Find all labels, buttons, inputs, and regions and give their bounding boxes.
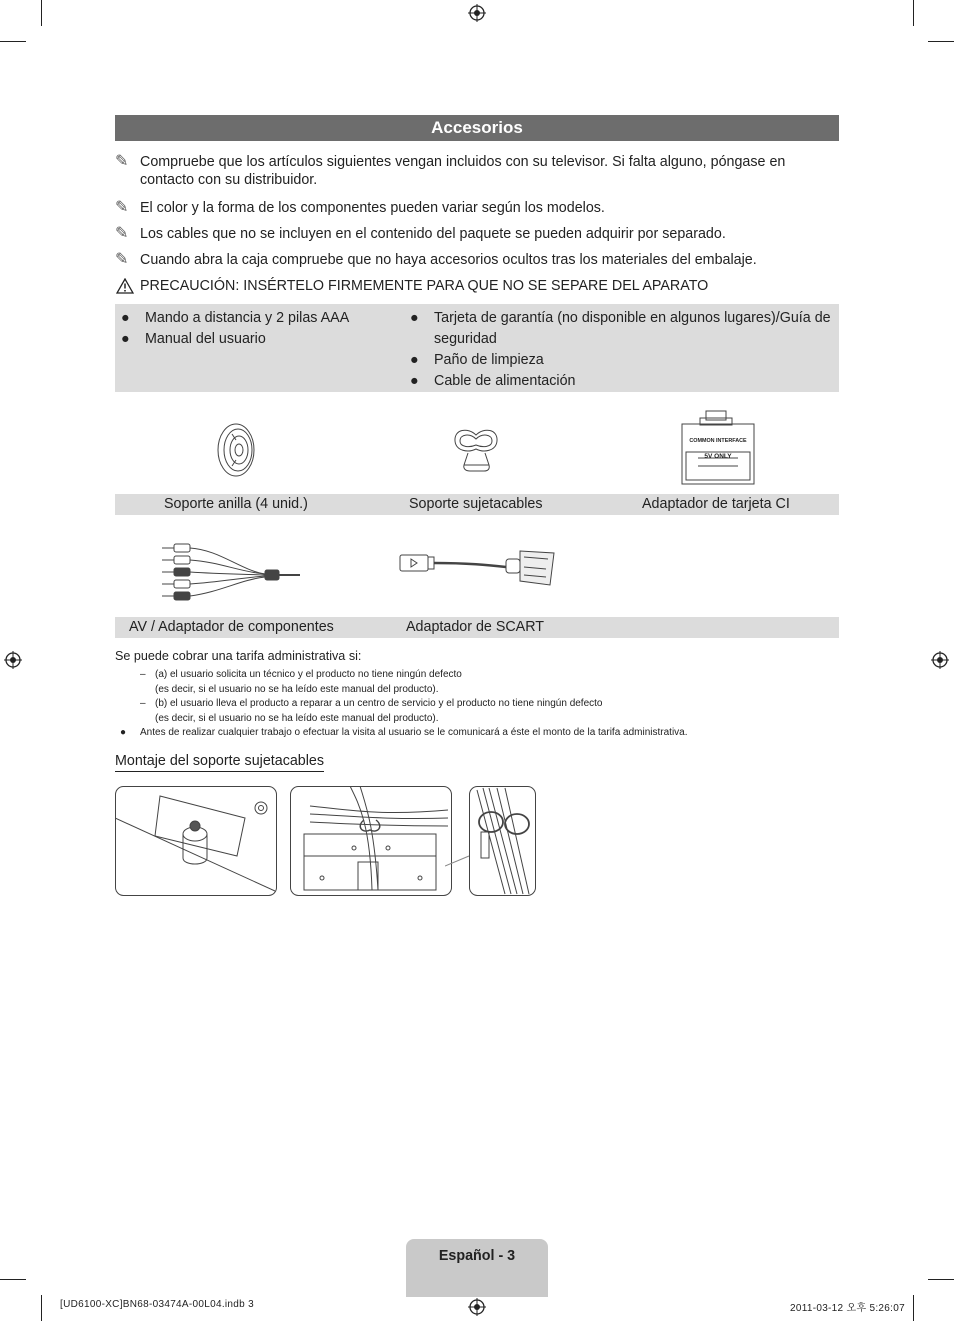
fee-bullet-dot: ●: [120, 727, 127, 738]
ci-card-voltage: 5V ONLY: [704, 453, 732, 460]
list-item: ● Tarjeta de garantía (no disponible en algunos lugares)/Guía de seguridad: [410, 310, 831, 347]
crop-mark: [928, 41, 954, 42]
assembly-step-1-illustration: [115, 786, 277, 896]
ci-card-adapter-illustration: [678, 410, 758, 486]
note-item: [115, 199, 839, 217]
label-av-component-adapter: AV / Adaptador de componentes: [129, 619, 334, 635]
av-component-adapter-illustration: [160, 540, 310, 612]
fee-intro: Se puede cobrar una tarifa administrativa si:: [115, 649, 362, 663]
ci-card-label: COMMON INTERFACE: [689, 438, 747, 444]
crop-mark: [913, 1295, 914, 1321]
fee-item: (a) el usuario solicita un técnico y el producto no tiene ningún defecto (es decir, si el usuario no se ha leído este manual del producto).: [155, 669, 462, 695]
registration-mark-icon: [468, 1298, 486, 1316]
caution-text: PRECAUCIÓN: INSÉRTELO FIRMEMENTE PARA QUE NO SE SEPARE DEL APARATO: [140, 278, 709, 294]
label-ci-card-adapter: Adaptador de tarjeta CI: [642, 496, 790, 512]
fee-dash: –: [140, 698, 146, 709]
subheading: Montaje del soporte sujetacables: [115, 752, 324, 772]
note-item: [115, 251, 839, 269]
registration-mark-icon: [931, 651, 949, 669]
holder-ring-illustration: [212, 422, 260, 478]
note-text: Los cables que no se incluyen en el contenido del paquete se pueden adquirir por separado.: [140, 226, 726, 242]
label-holder-ring: Soporte anilla (4 unid.): [164, 496, 308, 512]
registration-mark-icon: [468, 4, 486, 22]
label-scart-adapter: Adaptador de SCART: [406, 619, 545, 635]
page-label: Español - 3: [438, 1248, 516, 1264]
note-text: El color y la forma de los componentes pueden variar según los modelos.: [140, 200, 605, 216]
accessory-label-row: [115, 494, 839, 515]
label-cable-tie: Soporte sujetacables: [409, 496, 543, 512]
crop-mark: [41, 1295, 42, 1321]
warning-triangle-icon: [116, 278, 134, 294]
section-title: Accesorios: [115, 115, 839, 141]
pencil-note-icon: ✎: [115, 199, 129, 216]
crop-mark: [928, 1279, 954, 1280]
registration-mark-icon: [4, 651, 22, 669]
note-item: [115, 225, 839, 243]
note-item: [115, 153, 839, 191]
crop-mark: [913, 0, 914, 26]
contents-box: ● Mando a distancia y 2 pilas AAA ● Manual del usuario ● Tarjeta de garantía (no disponible en algunos lugares)/Guía de seguridad ● Paño de limpieza ● Cable de alimentación: [115, 304, 839, 392]
assembly-step-3-illustration: [445, 786, 537, 896]
assembly-step-2-illustration: [290, 786, 452, 896]
fee-bullet-text: Antes de realizar cualquier trabajo o efectuar la visita al usuario se le comunicará a éste el monto de la tarifa administrativa.: [140, 727, 688, 738]
accessory-label-row: [115, 617, 839, 638]
note-text: Compruebe que los artículos siguientes vengan incluidos con su televisor. Si falta alguno, póngase en contacto con su distribuidor.: [140, 154, 786, 188]
crop-mark: [0, 1279, 26, 1280]
pencil-note-icon: ✎: [115, 225, 129, 242]
page-number-tab: [406, 1239, 548, 1297]
scart-adapter-illustration: [398, 545, 556, 593]
crop-mark: [41, 0, 42, 26]
fee-item: (b) el usuario lleva el producto a reparar a un centro de servicio y el producto no tiene ningún defecto (es decir, si el usuario no se ha leído este manual del producto).: [155, 698, 603, 724]
note-text: Cuando abra la caja compruebe que no haya accesorios ocultos tras los materiales del embalaje.: [140, 252, 757, 268]
cable-tie-illustration: [450, 425, 502, 475]
pencil-note-icon: ✎: [115, 153, 129, 170]
print-slug-left: [UD6100-XC]BN68-03474A-00L04.indb 3: [60, 1299, 254, 1310]
crop-mark: [0, 41, 26, 42]
print-slug-right: 2011-03-12 오후 5:26:07: [790, 1303, 905, 1314]
pencil-note-icon: ✎: [115, 251, 129, 268]
fee-dash: –: [140, 669, 146, 680]
